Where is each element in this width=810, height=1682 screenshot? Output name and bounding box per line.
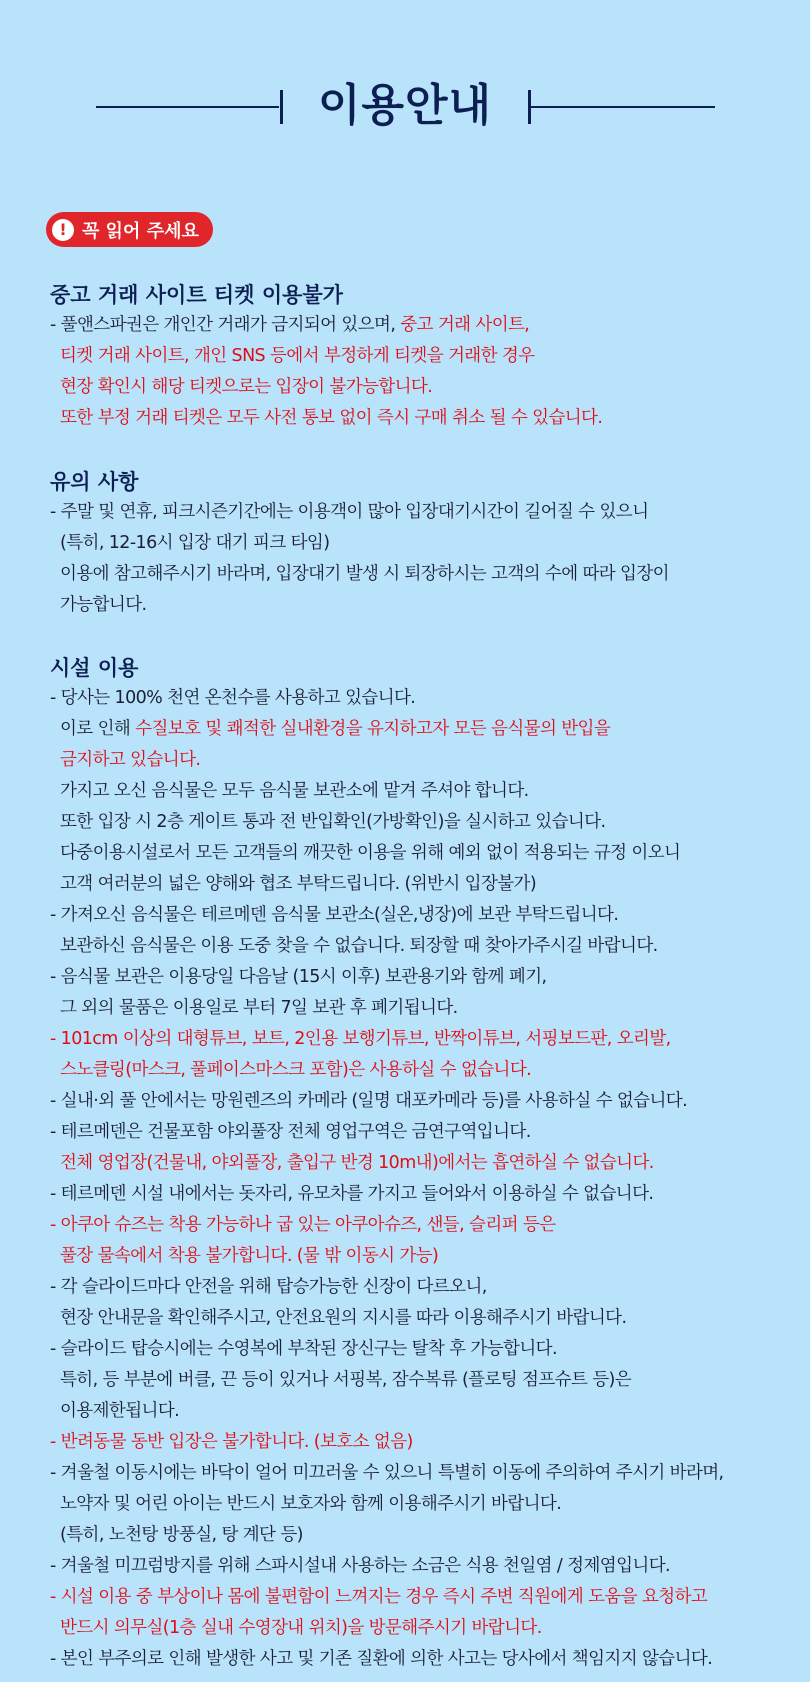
notice-line bbox=[50, 683, 724, 714]
notice-line bbox=[50, 745, 724, 776]
notice-line bbox=[50, 590, 669, 621]
notice-text-emphasis: 스노클링(마스크, 풀페이스마스크 포함)은 사용하실 수 없습니다. bbox=[60, 1060, 532, 1080]
notice-line bbox=[50, 310, 602, 341]
notice-text: - 각 슬라이드마다 안전을 위해 탑승가능한 신장이 다르오니, bbox=[50, 1277, 487, 1297]
notice-text: 보관하신 음식물은 이용 도중 찾을 수 없습니다. 퇴장할 때 찾아가주시길 바랍니다. bbox=[60, 936, 658, 956]
notice-line bbox=[50, 1396, 724, 1427]
notice-text: - 본인 부주의로 인해 발생한 사고 및 기존 질환에 의한 사고는 당사에서 책임지지 않습니다. bbox=[50, 1649, 713, 1669]
section-resale-ticket bbox=[50, 280, 602, 434]
notice-text-emphasis: 중고 거래 사이트, bbox=[400, 315, 530, 335]
notice-text: - 슬라이드 탑승시에는 수영복에 부착된 장신구는 탈착 후 가능합니다. bbox=[50, 1339, 557, 1359]
section-title: 유의 사항 bbox=[50, 470, 139, 494]
notice-line bbox=[50, 714, 724, 745]
section-title: 시설 이용 bbox=[50, 656, 139, 680]
notice-line bbox=[50, 1551, 724, 1582]
notice-text: 그 외의 물품은 이용일로 부터 7일 보관 후 폐기됩니다. bbox=[60, 998, 458, 1018]
notice-line bbox=[50, 1272, 724, 1303]
notice-line bbox=[50, 1520, 724, 1551]
notice-text-emphasis: 수질보호 및 쾌적한 실내환경을 유지하고자 모든 음식물의 반입을 bbox=[135, 719, 611, 739]
notice-line bbox=[50, 1458, 724, 1489]
notice-text: - 주말 및 연휴, 피크시즌기간에는 이용객이 많아 입장대기시간이 길어질 수 있으니 bbox=[50, 502, 649, 522]
notice-text-emphasis: 전체 영업장(건물내, 야외풀장, 출입구 반경 10m내)에서는 흡연하실 수 없습니다. bbox=[60, 1153, 654, 1173]
exclamation-icon: ! bbox=[52, 219, 74, 241]
notice-line bbox=[50, 1179, 724, 1210]
notice-text: - 테르메덴 시설 내에서는 돗자리, 유모차를 가지고 들어와서 이용하실 수 없습니다. bbox=[50, 1184, 654, 1204]
notice-line bbox=[50, 807, 724, 838]
notice-text-emphasis: - 반려동물 동반 입장은 불가합니다. (보호소 없음) bbox=[50, 1432, 413, 1452]
notice-line bbox=[50, 1427, 724, 1458]
notice-line bbox=[50, 993, 724, 1024]
notice-line bbox=[50, 900, 724, 931]
notice-text-emphasis: - 시설 이용 중 부상이나 몸에 불편함이 느껴지는 경우 즉시 주변 직원에게 도움을 요청하고 bbox=[50, 1587, 708, 1607]
notice-line bbox=[50, 1582, 724, 1613]
notice-text: 이로 인해 bbox=[60, 719, 136, 739]
page-header bbox=[0, 76, 810, 136]
notice-text: (특히, 12-16시 입장 대기 피크 타임) bbox=[60, 533, 330, 553]
notice-line bbox=[50, 372, 602, 403]
section-lines bbox=[50, 310, 602, 434]
notice-line bbox=[50, 341, 602, 372]
notice-line bbox=[50, 1644, 724, 1675]
header-line-right bbox=[530, 106, 715, 108]
notice-line bbox=[50, 1024, 724, 1055]
notice-line bbox=[50, 559, 669, 590]
notice-line bbox=[50, 1055, 724, 1086]
notice-text-emphasis: 금지하고 있습니다. bbox=[60, 750, 201, 770]
notice-line bbox=[50, 776, 724, 807]
notice-line bbox=[50, 1365, 724, 1396]
must-read-badge bbox=[46, 212, 213, 247]
notice-text: 이용제한됩니다. bbox=[60, 1401, 180, 1421]
section-lines bbox=[50, 497, 669, 621]
badge-label: 꼭 읽어 주세요 bbox=[82, 220, 199, 242]
notice-text: 가능합니다. bbox=[60, 595, 147, 615]
notice-line bbox=[50, 931, 724, 962]
notice-line bbox=[50, 962, 724, 993]
notice-text-emphasis: 티켓 거래 사이트, 개인 SNS 등에서 부정하게 티켓을 거래한 경우 bbox=[60, 346, 535, 366]
notice-text: - 음식물 보관은 이용당일 다음날 (15시 이후) 보관용기와 함께 폐기, bbox=[50, 967, 547, 987]
notice-line bbox=[50, 1117, 724, 1148]
notice-line bbox=[50, 1613, 724, 1644]
notice-text: 또한 입장 시 2층 게이트 통과 전 반입확인(가방확인)을 실시하고 있습니다. bbox=[60, 812, 606, 832]
section-title: 중고 거래 사이트 티켓 이용불가 bbox=[50, 283, 343, 307]
notice-text: 가지고 오신 음식물은 모두 음식물 보관소에 맡겨 주셔야 합니다. bbox=[60, 781, 529, 801]
notice-text-emphasis: - 아쿠아 슈즈는 착용 가능하나 굽 있는 아쿠아슈즈, 샌들, 슬리퍼 등은 bbox=[50, 1215, 556, 1235]
notice-text: - 풀앤스파권은 개인간 거래가 금지되어 있으며, bbox=[50, 315, 401, 335]
notice-line bbox=[50, 869, 724, 900]
page-title: 이용안내 bbox=[317, 80, 492, 131]
notice-text: 이용에 참고해주시기 바라며, 입장대기 발생 시 퇴장하시는 고객의 수에 따라 입장이 bbox=[60, 564, 669, 584]
notice-text: - 겨울철 이동시에는 바닥이 얼어 미끄러울 수 있으니 특별히 이동에 주의하여 주시기 바라며, bbox=[50, 1463, 724, 1483]
notice-text: - 당사는 100% 천연 온천수를 사용하고 있습니다. bbox=[50, 688, 416, 708]
section-lines bbox=[50, 683, 724, 1675]
notice-line bbox=[50, 1086, 724, 1117]
notice-text: 특히, 등 부분에 버클, 끈 등이 있거나 서핑복, 잠수복류 (플로팅 점프슈트 등)은 bbox=[60, 1370, 632, 1390]
notice-line bbox=[50, 838, 724, 869]
notice-text: 고객 여러분의 넓은 양해와 협조 부탁드립니다. (위반시 입장불가) bbox=[60, 874, 537, 894]
notice-text-emphasis: 현장 확인시 해당 티켓으로는 입장이 불가능합니다. bbox=[60, 377, 433, 397]
notice-line bbox=[50, 497, 669, 528]
notice-line bbox=[50, 1303, 724, 1334]
notice-text: - 실내·외 풀 안에서는 망원렌즈의 카메라 (일명 대포카메라 등)를 사용하실 수 없습니다. bbox=[50, 1091, 688, 1111]
notice-line bbox=[50, 528, 669, 559]
notice-text: - 겨울철 미끄럼방지를 위해 스파시설내 사용하는 소금은 식용 천일염 / 정제염입니다. bbox=[50, 1556, 670, 1576]
section-facility-use bbox=[50, 653, 724, 1675]
notice-text: - 가져오신 음식물은 테르메덴 음식물 보관소(실온,냉장)에 보관 부탁드립니다. bbox=[50, 905, 619, 925]
notice-text-emphasis: - 101cm 이상의 대형튜브, 보트, 2인용 보행기튜브, 반짝이튜브, 서핑보드판, 오리발, bbox=[50, 1029, 671, 1049]
notice-line bbox=[50, 403, 602, 434]
notice-line bbox=[50, 1334, 724, 1365]
notice-text-emphasis: 또한 부정 거래 티켓은 모두 사전 통보 없이 즉시 구매 취소 될 수 있습니다. bbox=[60, 408, 603, 428]
notice-text-emphasis: 반드시 의무실(1층 실내 수영장내 위치)을 방문해주시기 바랍니다. bbox=[60, 1618, 542, 1638]
notice-text-emphasis: 풀장 물속에서 착용 불가합니다. (물 밖 이동시 가능) bbox=[60, 1246, 439, 1266]
notice-line bbox=[50, 1210, 724, 1241]
notice-text: 다중이용시설로서 모든 고객들의 깨끗한 이용을 위해 예외 없이 적용되는 규정 이오니 bbox=[60, 843, 681, 863]
notice-text: 현장 안내문을 확인해주시고, 안전요원의 지시를 따라 이용해주시기 바랍니다. bbox=[60, 1308, 627, 1328]
notice-text: - 테르메덴은 건물포함 야외풀장 전체 영업구역은 금연구역입니다. bbox=[50, 1122, 531, 1142]
notice-text: (특히, 노천탕 방풍실, 탕 계단 등) bbox=[60, 1525, 303, 1545]
section-cautions bbox=[50, 467, 669, 621]
notice-line bbox=[50, 1148, 724, 1179]
notice-line bbox=[50, 1489, 724, 1520]
notice-text: 노약자 및 어린 아이는 반드시 보호자와 함께 이용해주시기 바랍니다. bbox=[60, 1494, 562, 1514]
notice-line bbox=[50, 1241, 724, 1272]
